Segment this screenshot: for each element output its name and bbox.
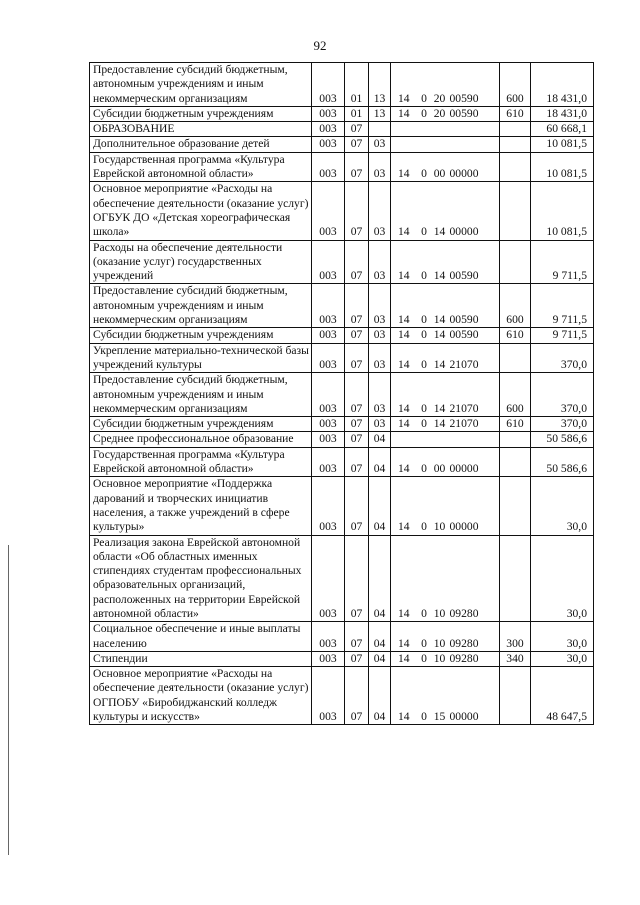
row-rz: 07 xyxy=(345,137,369,152)
row-sum: 48 647,5 xyxy=(531,667,594,725)
row-cs-direction: 00000 xyxy=(448,152,500,182)
row-name: ОБРАЗОВАНИЕ xyxy=(90,122,312,137)
row-cs-direction: 09280 xyxy=(448,535,500,622)
table-row xyxy=(90,63,594,107)
row-pr: 03 xyxy=(369,182,391,240)
row-cs-direction: 00590 xyxy=(448,106,500,121)
row-vr: 600 xyxy=(500,284,531,328)
row-vr: 340 xyxy=(500,651,531,666)
row-gr: 003 xyxy=(312,106,345,121)
row-pr: 04 xyxy=(369,535,391,622)
row-cs-program: 14 xyxy=(391,240,417,284)
row-pr xyxy=(369,122,391,137)
row-vr xyxy=(500,667,531,725)
row-cs-subprogram: 0 xyxy=(417,535,432,622)
table-row xyxy=(90,477,594,535)
row-cs-subprogram xyxy=(417,432,432,447)
row-sum: 30,0 xyxy=(531,622,594,652)
row-cs-event xyxy=(432,122,448,137)
row-cs-program: 14 xyxy=(391,535,417,622)
row-cs-program: 14 xyxy=(391,622,417,652)
row-cs-subprogram: 0 xyxy=(417,240,432,284)
row-name: Среднее профессиональное образование xyxy=(90,432,312,447)
margin-scan-line xyxy=(8,545,9,855)
row-cs-program: 14 xyxy=(391,447,417,477)
row-gr: 003 xyxy=(312,477,345,535)
table-row xyxy=(90,622,594,652)
row-sum: 9 711,5 xyxy=(531,284,594,328)
row-name: Стипендии xyxy=(90,651,312,666)
table-row xyxy=(90,240,594,284)
row-cs-direction xyxy=(448,122,500,137)
row-pr: 04 xyxy=(369,432,391,447)
row-vr xyxy=(500,152,531,182)
row-cs-program: 14 xyxy=(391,417,417,432)
row-vr: 610 xyxy=(500,417,531,432)
row-cs-direction xyxy=(448,137,500,152)
row-cs-program: 14 xyxy=(391,106,417,121)
row-cs-program xyxy=(391,122,417,137)
row-name: Субсидии бюджетным учреждениям xyxy=(90,417,312,432)
row-pr: 03 xyxy=(369,328,391,343)
table-row xyxy=(90,284,594,328)
row-cs-subprogram: 0 xyxy=(417,477,432,535)
row-cs-subprogram: 0 xyxy=(417,447,432,477)
row-cs-direction: 00000 xyxy=(448,182,500,240)
row-gr: 003 xyxy=(312,152,345,182)
row-rz: 07 xyxy=(345,373,369,417)
row-gr: 003 xyxy=(312,651,345,666)
row-cs-subprogram: 0 xyxy=(417,63,432,107)
table-row xyxy=(90,122,594,137)
row-pr: 13 xyxy=(369,63,391,107)
row-cs-program: 14 xyxy=(391,63,417,107)
row-rz: 07 xyxy=(345,182,369,240)
row-sum: 10 081,5 xyxy=(531,152,594,182)
row-vr xyxy=(500,240,531,284)
row-sum: 370,0 xyxy=(531,373,594,417)
table-row xyxy=(90,328,594,343)
row-vr: 610 xyxy=(500,328,531,343)
row-cs-program: 14 xyxy=(391,152,417,182)
row-pr: 13 xyxy=(369,106,391,121)
row-name: Предоставление субсидий бюджетным, автономным учреждениям и иным некоммерческим организациям xyxy=(90,63,312,107)
row-cs-subprogram xyxy=(417,137,432,152)
row-pr: 03 xyxy=(369,284,391,328)
row-cs-subprogram: 0 xyxy=(417,667,432,725)
row-gr: 003 xyxy=(312,122,345,137)
row-vr xyxy=(500,477,531,535)
row-cs-program: 14 xyxy=(391,477,417,535)
table-row xyxy=(90,417,594,432)
row-cs-event: 10 xyxy=(432,535,448,622)
table-row xyxy=(90,343,594,373)
row-cs-event: 10 xyxy=(432,651,448,666)
row-name: Государственная программа «Культура Еврейской автономной области» xyxy=(90,447,312,477)
row-pr: 03 xyxy=(369,152,391,182)
row-rz: 07 xyxy=(345,152,369,182)
row-cs-subprogram xyxy=(417,122,432,137)
table-row xyxy=(90,106,594,121)
row-name: Государственная программа «Культура Еврейской автономной области» xyxy=(90,152,312,182)
row-pr: 03 xyxy=(369,373,391,417)
row-rz: 07 xyxy=(345,622,369,652)
row-vr xyxy=(500,122,531,137)
row-rz: 07 xyxy=(345,417,369,432)
table-row xyxy=(90,667,594,725)
row-pr: 04 xyxy=(369,622,391,652)
row-cs-event: 14 xyxy=(432,343,448,373)
row-name: Социальное обеспечение и иные выплаты населению xyxy=(90,622,312,652)
row-cs-direction: 21070 xyxy=(448,373,500,417)
row-cs-subprogram: 0 xyxy=(417,106,432,121)
row-cs-event: 15 xyxy=(432,667,448,725)
row-vr: 610 xyxy=(500,106,531,121)
row-gr: 003 xyxy=(312,328,345,343)
row-cs-direction: 00590 xyxy=(448,63,500,107)
row-gr: 003 xyxy=(312,667,345,725)
row-rz: 07 xyxy=(345,667,369,725)
row-cs-subprogram: 0 xyxy=(417,373,432,417)
row-sum: 370,0 xyxy=(531,343,594,373)
row-gr: 003 xyxy=(312,373,345,417)
row-name: Предоставление субсидий бюджетным, автономным учреждениям и иным некоммерческим организациям xyxy=(90,284,312,328)
row-cs-subprogram: 0 xyxy=(417,152,432,182)
row-sum: 9 711,5 xyxy=(531,328,594,343)
row-sum: 18 431,0 xyxy=(531,63,594,107)
row-cs-direction: 09280 xyxy=(448,622,500,652)
row-pr: 04 xyxy=(369,477,391,535)
row-name: Дополнительное образование детей xyxy=(90,137,312,152)
row-pr: 04 xyxy=(369,667,391,725)
row-cs-direction: 00590 xyxy=(448,240,500,284)
row-cs-subprogram: 0 xyxy=(417,622,432,652)
row-cs-event: 00 xyxy=(432,152,448,182)
row-cs-subprogram: 0 xyxy=(417,651,432,666)
row-rz: 07 xyxy=(345,651,369,666)
row-rz: 07 xyxy=(345,240,369,284)
row-sum: 18 431,0 xyxy=(531,106,594,121)
row-vr xyxy=(500,432,531,447)
row-cs-direction: 00590 xyxy=(448,328,500,343)
row-name: Основное мероприятие «Поддержка дарований и творческих инициатив населения, а также учреждений в сфере культуры» xyxy=(90,477,312,535)
budget-table-body xyxy=(90,63,594,725)
row-cs-program xyxy=(391,137,417,152)
row-gr: 003 xyxy=(312,284,345,328)
row-sum: 370,0 xyxy=(531,417,594,432)
table-row xyxy=(90,152,594,182)
row-name: Укрепление материально-технической базы учреждений культуры xyxy=(90,343,312,373)
row-name: Предоставление субсидий бюджетным, автономным учреждениям и иным некоммерческим организациям xyxy=(90,373,312,417)
row-rz: 07 xyxy=(345,343,369,373)
row-name: Субсидии бюджетным учреждениям xyxy=(90,328,312,343)
row-vr: 600 xyxy=(500,373,531,417)
row-pr: 04 xyxy=(369,447,391,477)
row-cs-program: 14 xyxy=(391,328,417,343)
row-name: Основное мероприятие «Расходы на обеспечение деятельности (оказание услуг) ОГБУК ДО «Детская хореографическая школа» xyxy=(90,182,312,240)
row-vr xyxy=(500,182,531,240)
row-cs-subprogram: 0 xyxy=(417,182,432,240)
row-cs-program: 14 xyxy=(391,343,417,373)
row-cs-direction: 00000 xyxy=(448,477,500,535)
row-cs-subprogram: 0 xyxy=(417,417,432,432)
row-pr: 03 xyxy=(369,417,391,432)
row-cs-program xyxy=(391,432,417,447)
table-row xyxy=(90,373,594,417)
row-cs-direction: 21070 xyxy=(448,417,500,432)
row-gr: 003 xyxy=(312,343,345,373)
row-cs-direction xyxy=(448,432,500,447)
row-cs-event: 14 xyxy=(432,373,448,417)
row-rz: 07 xyxy=(345,122,369,137)
row-cs-event: 20 xyxy=(432,63,448,107)
row-cs-event: 20 xyxy=(432,106,448,121)
row-cs-subprogram: 0 xyxy=(417,284,432,328)
budget-table xyxy=(89,62,594,725)
row-sum: 10 081,5 xyxy=(531,182,594,240)
row-gr: 003 xyxy=(312,63,345,107)
table-row xyxy=(90,651,594,666)
row-gr: 003 xyxy=(312,240,345,284)
table-row xyxy=(90,432,594,447)
row-rz: 07 xyxy=(345,477,369,535)
row-cs-event xyxy=(432,137,448,152)
row-pr: 03 xyxy=(369,137,391,152)
row-vr: 300 xyxy=(500,622,531,652)
row-cs-direction: 09280 xyxy=(448,651,500,666)
row-pr: 03 xyxy=(369,343,391,373)
row-sum: 30,0 xyxy=(531,651,594,666)
row-sum: 60 668,1 xyxy=(531,122,594,137)
row-vr: 600 xyxy=(500,63,531,107)
table-row xyxy=(90,137,594,152)
row-cs-event: 14 xyxy=(432,284,448,328)
row-name: Расходы на обеспечение деятельности (оказание услуг) государственных учреждений xyxy=(90,240,312,284)
row-cs-program: 14 xyxy=(391,284,417,328)
page-number: 92 xyxy=(313,38,327,53)
row-cs-direction: 00000 xyxy=(448,447,500,477)
row-cs-program: 14 xyxy=(391,182,417,240)
row-name: Субсидии бюджетным учреждениям xyxy=(90,106,312,121)
row-name: Реализация закона Еврейской автономной области «Об областных именных стипендиях студентам профессиональных образовательных организаций, расположенных на территории Еврейской автономной области» xyxy=(90,535,312,622)
row-cs-subprogram: 0 xyxy=(417,343,432,373)
row-cs-event: 10 xyxy=(432,622,448,652)
row-gr: 003 xyxy=(312,622,345,652)
row-rz: 07 xyxy=(345,328,369,343)
row-vr xyxy=(500,137,531,152)
row-vr xyxy=(500,535,531,622)
row-gr: 003 xyxy=(312,432,345,447)
row-gr: 003 xyxy=(312,182,345,240)
row-cs-subprogram: 0 xyxy=(417,328,432,343)
row-cs-program: 14 xyxy=(391,651,417,666)
row-vr xyxy=(500,447,531,477)
row-sum: 10 081,5 xyxy=(531,137,594,152)
row-cs-event: 14 xyxy=(432,417,448,432)
row-rz: 07 xyxy=(345,447,369,477)
row-sum: 50 586,6 xyxy=(531,447,594,477)
row-cs-direction: 21070 xyxy=(448,343,500,373)
row-rz: 01 xyxy=(345,106,369,121)
row-cs-event: 10 xyxy=(432,477,448,535)
row-vr xyxy=(500,343,531,373)
row-gr: 003 xyxy=(312,417,345,432)
row-cs-event: 14 xyxy=(432,328,448,343)
row-sum: 30,0 xyxy=(531,535,594,622)
row-cs-direction: 00590 xyxy=(448,284,500,328)
table-row xyxy=(90,447,594,477)
table-row xyxy=(90,182,594,240)
row-rz: 07 xyxy=(345,284,369,328)
row-cs-program: 14 xyxy=(391,373,417,417)
row-cs-event: 14 xyxy=(432,182,448,240)
table-row xyxy=(90,535,594,622)
row-sum: 30,0 xyxy=(531,477,594,535)
row-cs-event xyxy=(432,432,448,447)
row-gr: 003 xyxy=(312,447,345,477)
row-cs-event: 00 xyxy=(432,447,448,477)
row-rz: 01 xyxy=(345,63,369,107)
row-pr: 04 xyxy=(369,651,391,666)
row-rz: 07 xyxy=(345,535,369,622)
row-sum: 9 711,5 xyxy=(531,240,594,284)
row-rz: 07 xyxy=(345,432,369,447)
row-gr: 003 xyxy=(312,535,345,622)
row-cs-event: 14 xyxy=(432,240,448,284)
row-sum: 50 586,6 xyxy=(531,432,594,447)
row-pr: 03 xyxy=(369,240,391,284)
row-name: Основное мероприятие «Расходы на обеспечение деятельности (оказание услуг) ОГПОБУ «Биробиджанский колледж культуры и искусств» xyxy=(90,667,312,725)
row-cs-program: 14 xyxy=(391,667,417,725)
row-gr: 003 xyxy=(312,137,345,152)
row-cs-direction: 00000 xyxy=(448,667,500,725)
